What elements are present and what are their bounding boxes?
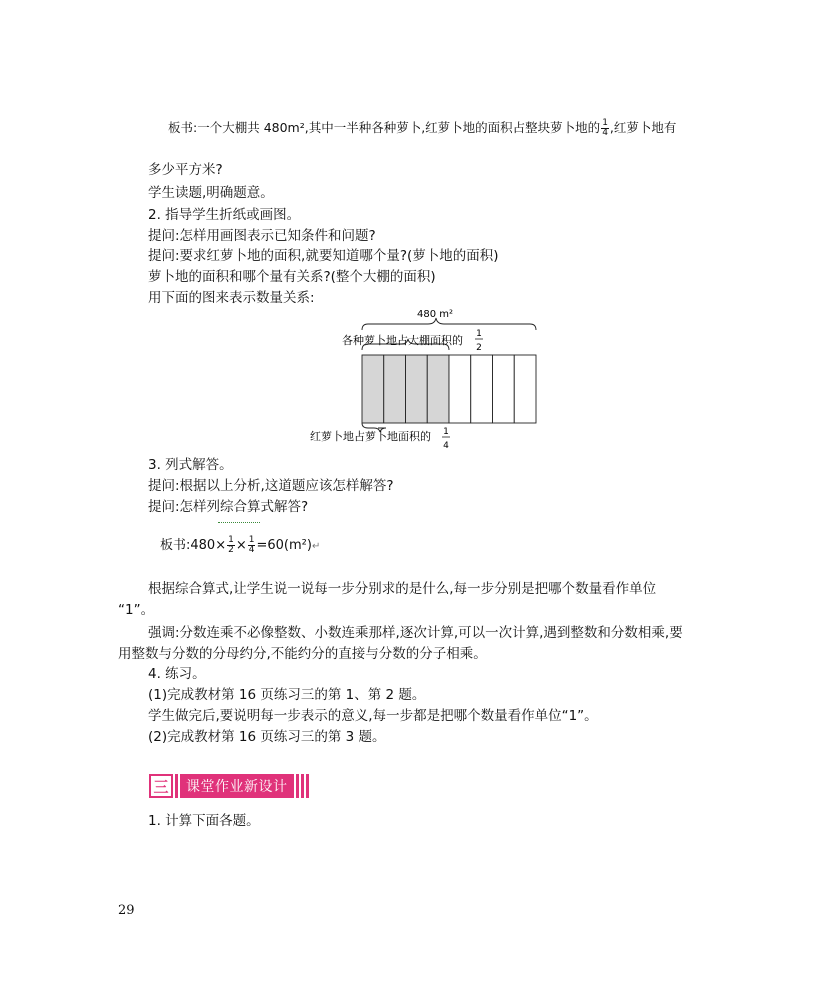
title-stripe [175, 774, 178, 798]
formula-prefix: 板书: [160, 538, 191, 553]
paragraph-line: 强调:分数连乘不必像整数、小数连乘那样,逐次计算,可以一次计算,遇到整数和分数相乘,要 [148, 625, 683, 641]
question-line: 萝卜地的面积和哪个量有关系?(整个大棚的面积) [148, 269, 436, 285]
empty-segment [449, 355, 471, 423]
question-line: 提问:怎样用画图表示已知条件和问题? [148, 228, 376, 244]
exercise-line: (2)完成教材第 16 页练习三的第 3 题。 [148, 729, 386, 745]
blackboard-text-1 [168, 118, 676, 138]
empty-segment [514, 355, 536, 423]
formula-a: 480× [190, 538, 227, 553]
formula-times: × [235, 538, 247, 553]
text-line: 用下面的图来表示数量关系: [148, 290, 315, 306]
shaded-segment [362, 355, 384, 423]
section-number: 三 [149, 774, 173, 798]
half-fraction-den: 2 [476, 343, 482, 353]
exercise-1-heading: 1. 计算下面各题。 [148, 813, 260, 829]
title-stripe [306, 774, 309, 798]
blackboard-text-before: 一个大棚共 480m²,其中一半种各种萝卜,红萝卜地的面积占整块萝卜地的 [197, 120, 601, 135]
fraction-one-quarter: $\frac{1}{4}$ [248, 535, 255, 555]
question-line: 提问:怎样列综合算式解答? [148, 499, 309, 515]
empty-segment [471, 355, 493, 423]
formula-line [160, 536, 320, 557]
paragraph-line: 根据综合算式,让学生说一说每一步分别求的是什么,每一步分别是把哪个数量看作单位 [148, 581, 657, 597]
quarter-fraction-den: 4 [443, 441, 449, 451]
blackboard-text-after: ,红萝卜地有 [609, 120, 677, 135]
empty-segment [493, 355, 515, 423]
shaded-segment [427, 355, 449, 423]
title-stripe [296, 774, 299, 798]
text-line: 学生读题,明确题意。 [148, 185, 274, 201]
half-label: 各种萝卜地占大棚面积的 [342, 334, 463, 347]
step-2-heading: 2. 指导学生折纸或画图。 [148, 207, 301, 223]
blackboard-prefix: 板书: [168, 120, 198, 135]
formula-result: =60(m²) [256, 538, 312, 553]
section-title: 课堂作业新设计 [180, 774, 294, 798]
step-4-heading: 4. 练习。 [148, 666, 206, 682]
quarter-fraction-num: 1 [443, 427, 449, 437]
page-number: 29 [118, 903, 135, 918]
fraction-diagram [300, 300, 550, 460]
step-3-heading: 3. 列式解答。 [148, 457, 233, 473]
text-line: 多少平方米? [148, 162, 223, 178]
section-title-bar [149, 774, 311, 798]
fraction-one-quarter: $\frac{1}{4}$ [602, 118, 608, 138]
half-fraction-num: 1 [476, 329, 482, 339]
fraction-one-half: $\frac{1}{2}$ [228, 535, 234, 555]
return-mark: ↵ [311, 541, 321, 552]
area-segments [362, 355, 536, 423]
paragraph-line: “1”。 [118, 602, 155, 618]
exercise-line: 学生做完后,要说明每一步表示的意义,每一步都是把哪个数量看作单位“1”。 [148, 708, 598, 724]
exercise-line: (1)完成教材第 16 页练习三的第 1、第 2 题。 [148, 687, 426, 703]
paragraph-line: 用整数与分数的分母约分,不能约分的直接与分数的分子相乘。 [118, 646, 487, 662]
question-line: 提问:要求红萝卜地的面积,就要知道哪个量?(萝卜地的面积) [148, 248, 499, 264]
title-stripe [301, 774, 304, 798]
question-line: 提问:根据以上分析,这道题应该怎样解答? [148, 478, 394, 494]
shaded-segment [384, 355, 406, 423]
dotted-underline [218, 522, 260, 523]
quarter-label: 红萝卜地占萝卜地面积的 [310, 430, 431, 443]
total-area-label: 480 m² [416, 309, 454, 320]
shaded-segment [406, 355, 428, 423]
